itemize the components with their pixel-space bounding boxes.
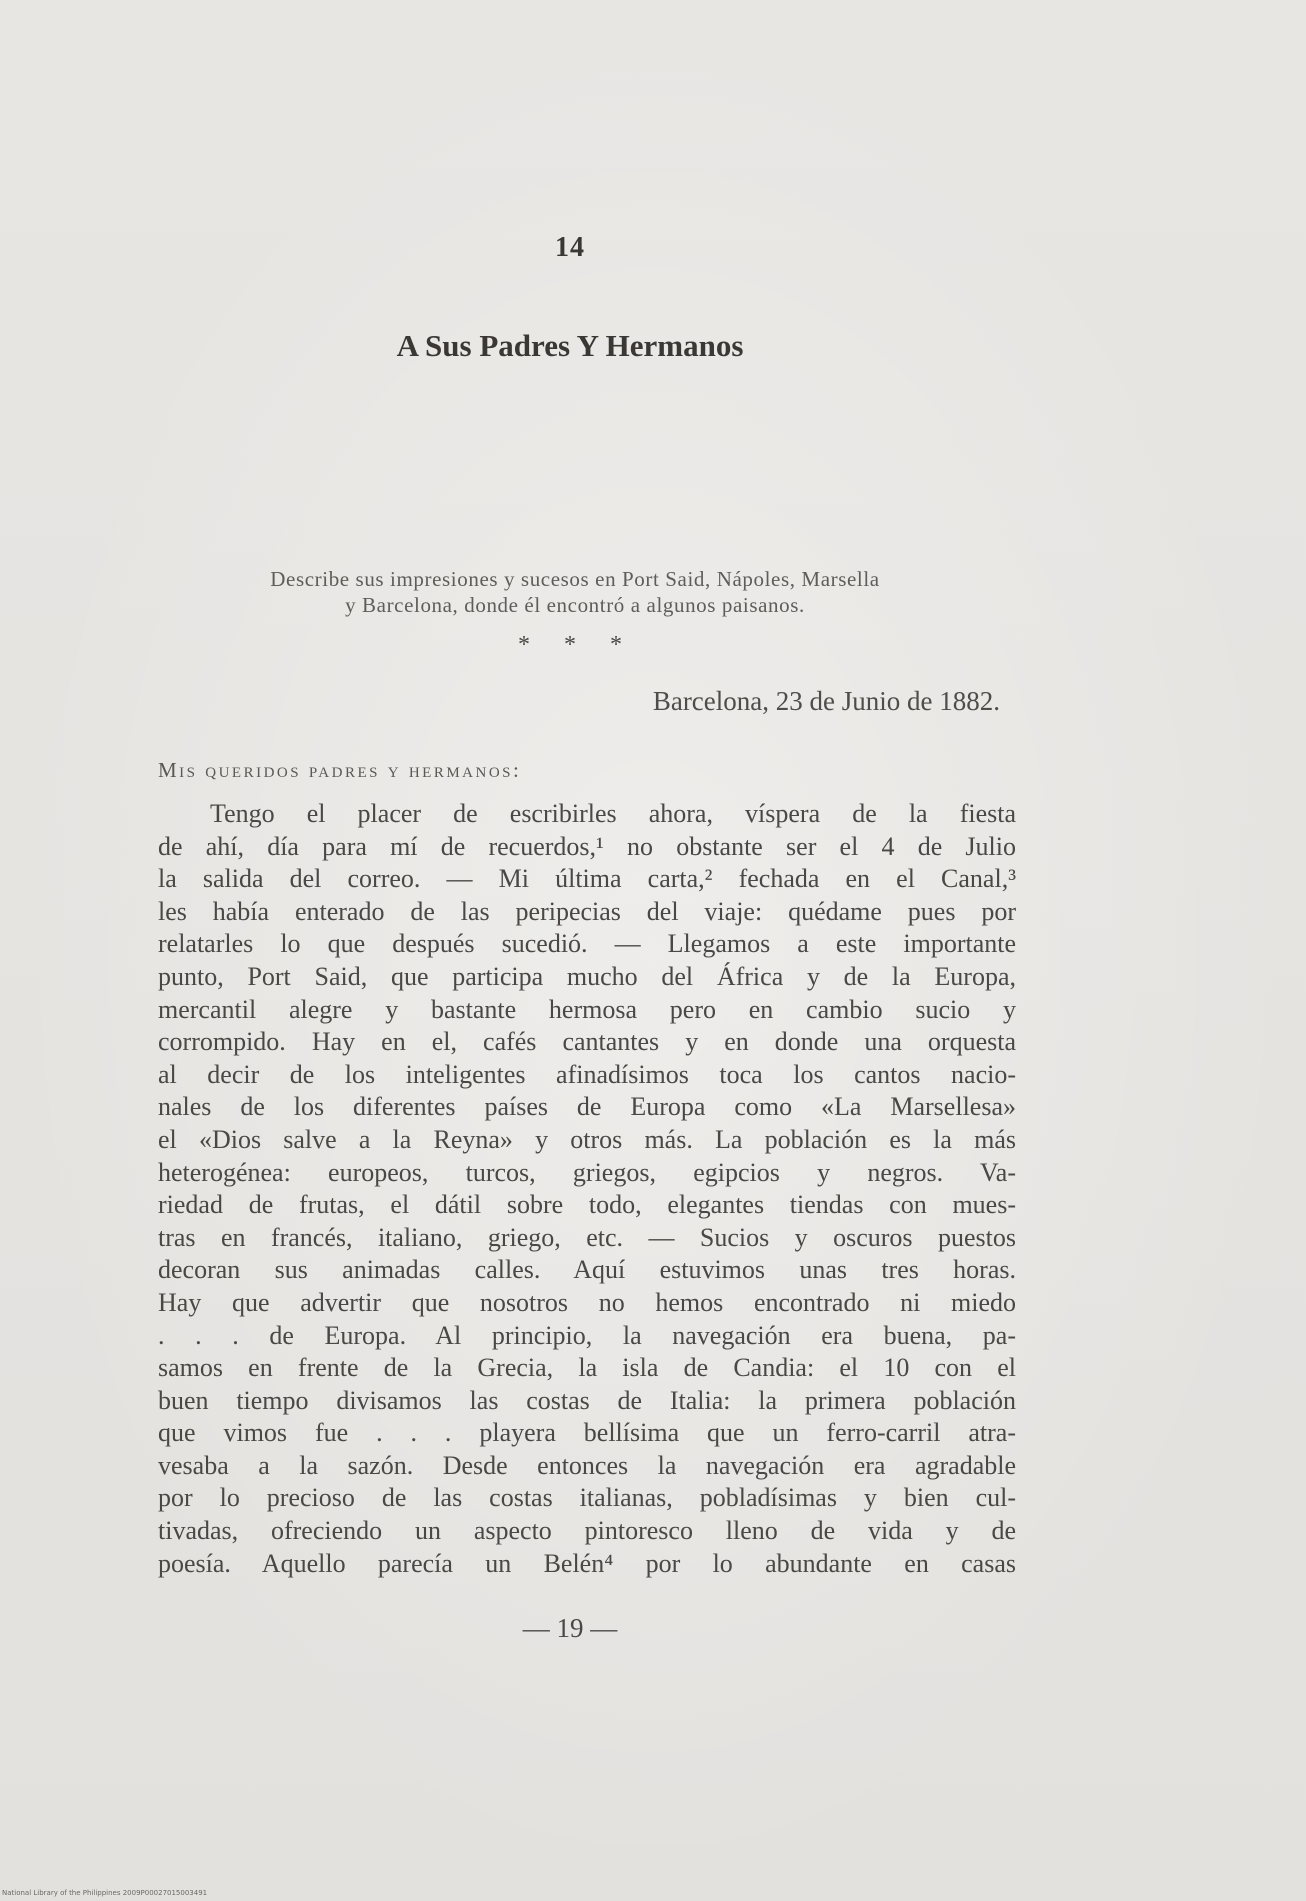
body-line: poesía. Aquello parecía un Belén⁴ por lo abundante en casas: [158, 1548, 1016, 1578]
body-line: de ahí, día para mí de recuerdos,¹ no obstante ser el 4 de Julio: [158, 831, 1016, 861]
chapter-title: A Sus Padres Y Hermanos: [396, 328, 744, 363]
chapter-number: 14: [555, 232, 585, 263]
body-line: relatarles lo que después sucedió. — Llegamos a este importante: [158, 929, 1016, 959]
body-line: vesaba a la sazón. Desde entonces la navegación era agradable: [158, 1450, 1016, 1480]
body-line: la salida del correo. — Mi última carta,² fechada en el Canal,³: [158, 864, 1016, 894]
body-line: decoran sus animadas calles. Aquí estuvimos unas tres horas.: [158, 1255, 1016, 1285]
page-number: — 19 —: [522, 1613, 618, 1643]
body-line: el «Dios salve a la Reyna» y otros más. La población es la más: [158, 1124, 1016, 1154]
scan-credit: National Library of the Philippines 2009P00027015003491: [2, 1889, 208, 1897]
letter-salutation: Mis queridos padres y hermanos:: [158, 758, 522, 782]
body-line: corrompido. Hay en el, cafés cantantes y en donde una orquesta: [158, 1027, 1016, 1057]
body-line: que vimos fue . . . playera bellísima que un ferro-carril atra-: [158, 1418, 1016, 1448]
body-line: samos en frente de la Grecia, la isla de Candia: el 10 con el: [158, 1353, 1016, 1383]
body-line: por lo precioso de las costas italianas, pobladísimas y bien cul-: [158, 1483, 1016, 1513]
summary-line: Describe sus impresiones y sucesos en Port Said, Nápoles, Marsella: [270, 567, 880, 591]
body-line: les había enterado de las peripecias del viaje: quédame pues por: [158, 896, 1016, 926]
body-line: tras en francés, italiano, griego, etc. — Sucios y oscuros puestos: [158, 1222, 1016, 1252]
body-line: al decir de los inteligentes afinadísimos toca los cantos nacio-: [158, 1059, 1016, 1089]
body-line: . . . de Europa. Al principio, la navegación era buena, pa-: [158, 1320, 1016, 1350]
chapter-summary: [160, 566, 990, 618]
body-line: tivadas, ofreciendo un aspecto pintoresco lleno de vida y de: [158, 1516, 1016, 1546]
body-line: punto, Port Said, que participa mucho del África y de la Europa,: [158, 961, 1016, 991]
body-line: mercantil alegre y bastante hermosa pero en cambio sucio y: [158, 994, 1016, 1024]
letter-body: [158, 798, 1016, 1580]
summary-line: y Barcelona, donde él encontró a algunos paisanos.: [345, 593, 805, 617]
body-line: heterogénea: europeos, turcos, griegos, egipcios y negros. Va-: [158, 1157, 1016, 1187]
body-line: Hay que advertir que nosotros no hemos encontrado ni miedo: [158, 1287, 1016, 1317]
body-line: nales de los diferentes países de Europa como «La Marsellesa»: [158, 1092, 1016, 1122]
body-line: Tengo el placer de escribirles ahora, víspera de la fiesta: [210, 799, 1016, 828]
body-line: riedad de frutas, el dátil sobre todo, elegantes tiendas con mues-: [158, 1190, 1016, 1220]
letter-dateline: Barcelona, 23 de Junio de 1882.: [652, 686, 1000, 716]
body-line: buen tiempo divisamos las costas de Italia: la primera población: [158, 1385, 1016, 1415]
section-ornament: * * *: [518, 632, 622, 658]
